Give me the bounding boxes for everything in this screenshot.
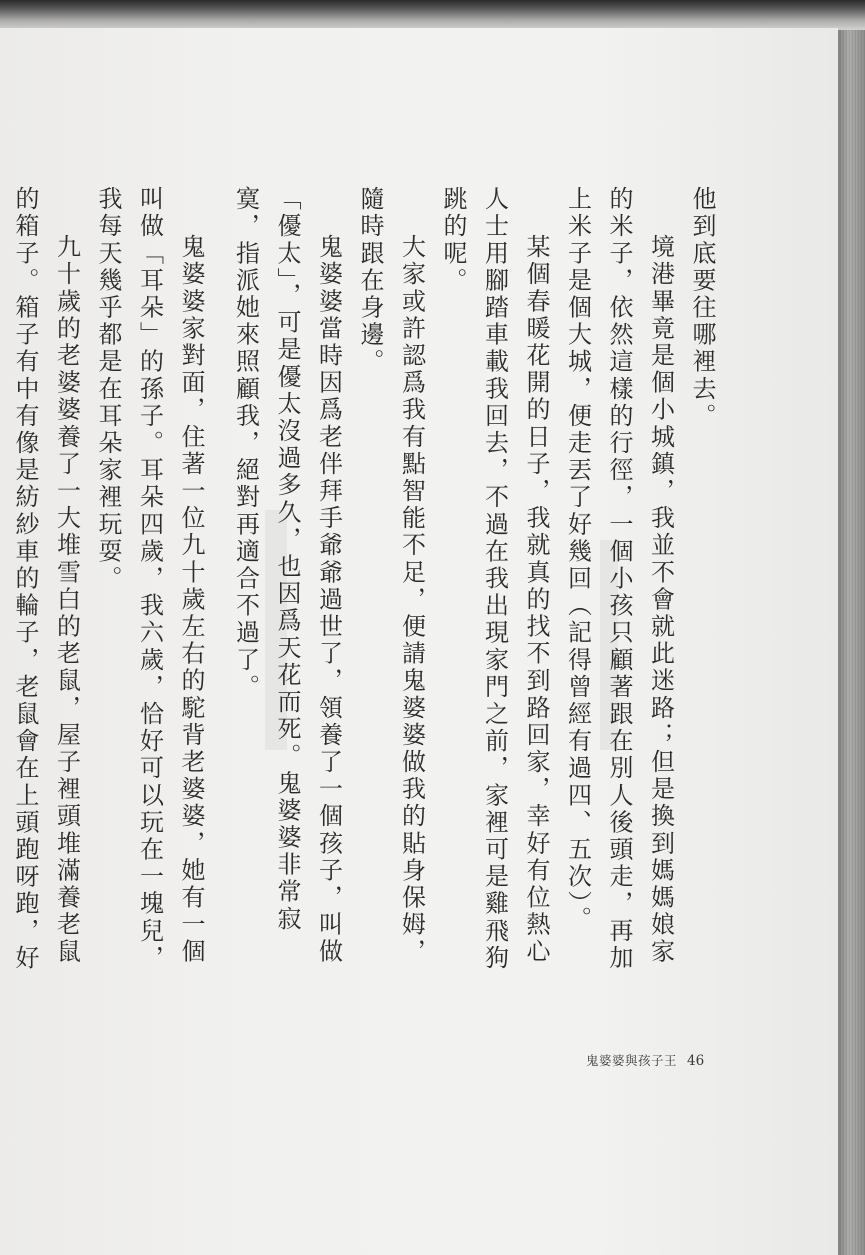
paragraph: 境港畢竟是個小城鎮，我並不會就此迷路；但是換到媽媽娘家的米子，依然這樣的行徑，一個小孩只顧著跟在別人後頭走，再加上米子是個大城，便走丟了好幾回（記得曾經有過四、五次）。	[563, 186, 675, 972]
page-footer	[586, 1051, 704, 1075]
paragraph: 某個春暖花開的日子，我就真的找不到路回家，幸好有位熱心人士用腳踏車載我回去，不過在我出現家門之前，家裡可是雞飛狗跳的呢。	[439, 186, 550, 972]
page-number: 46	[687, 1053, 705, 1069]
vertical-text-body	[11, 186, 722, 986]
paragraph: 大家或許認爲我有點智能不足，便請鬼婆婆做我的貼身保姆，隨時跟在身邊。	[356, 186, 426, 966]
running-title: 鬼婆婆與孩子王	[586, 1053, 678, 1068]
page-stack-shade	[838, 30, 865, 1255]
paragraph: 鬼婆婆當時因爲老伴拜手爺爺過世了，領養了一個孩子，叫做「優太」，可是優太沒過多久，也因爲天花而死。鬼婆婆非常寂寞，指派她來照顧我，絕對再適合不過了。	[231, 186, 343, 966]
paragraph: 他到底要往哪裡去。	[688, 186, 716, 430]
paragraph: 鬼婆婆家對面，住著一位九十歲左右的駝背老婆婆，她有一個叫做「耳朵」的孫子。耳朵四歲，我六歲，恰好可以玩在一塊兒，我每天幾乎都是在耳朵家裡玩耍。	[94, 186, 205, 972]
paragraph: 九十歲的老婆婆養了一大堆雪白的老鼠，屋子裡頭堆滿養老鼠的箱子。箱子有中有像是紡紗車的輪子，老鼠會在上頭跑呀跑，好	[11, 186, 81, 972]
